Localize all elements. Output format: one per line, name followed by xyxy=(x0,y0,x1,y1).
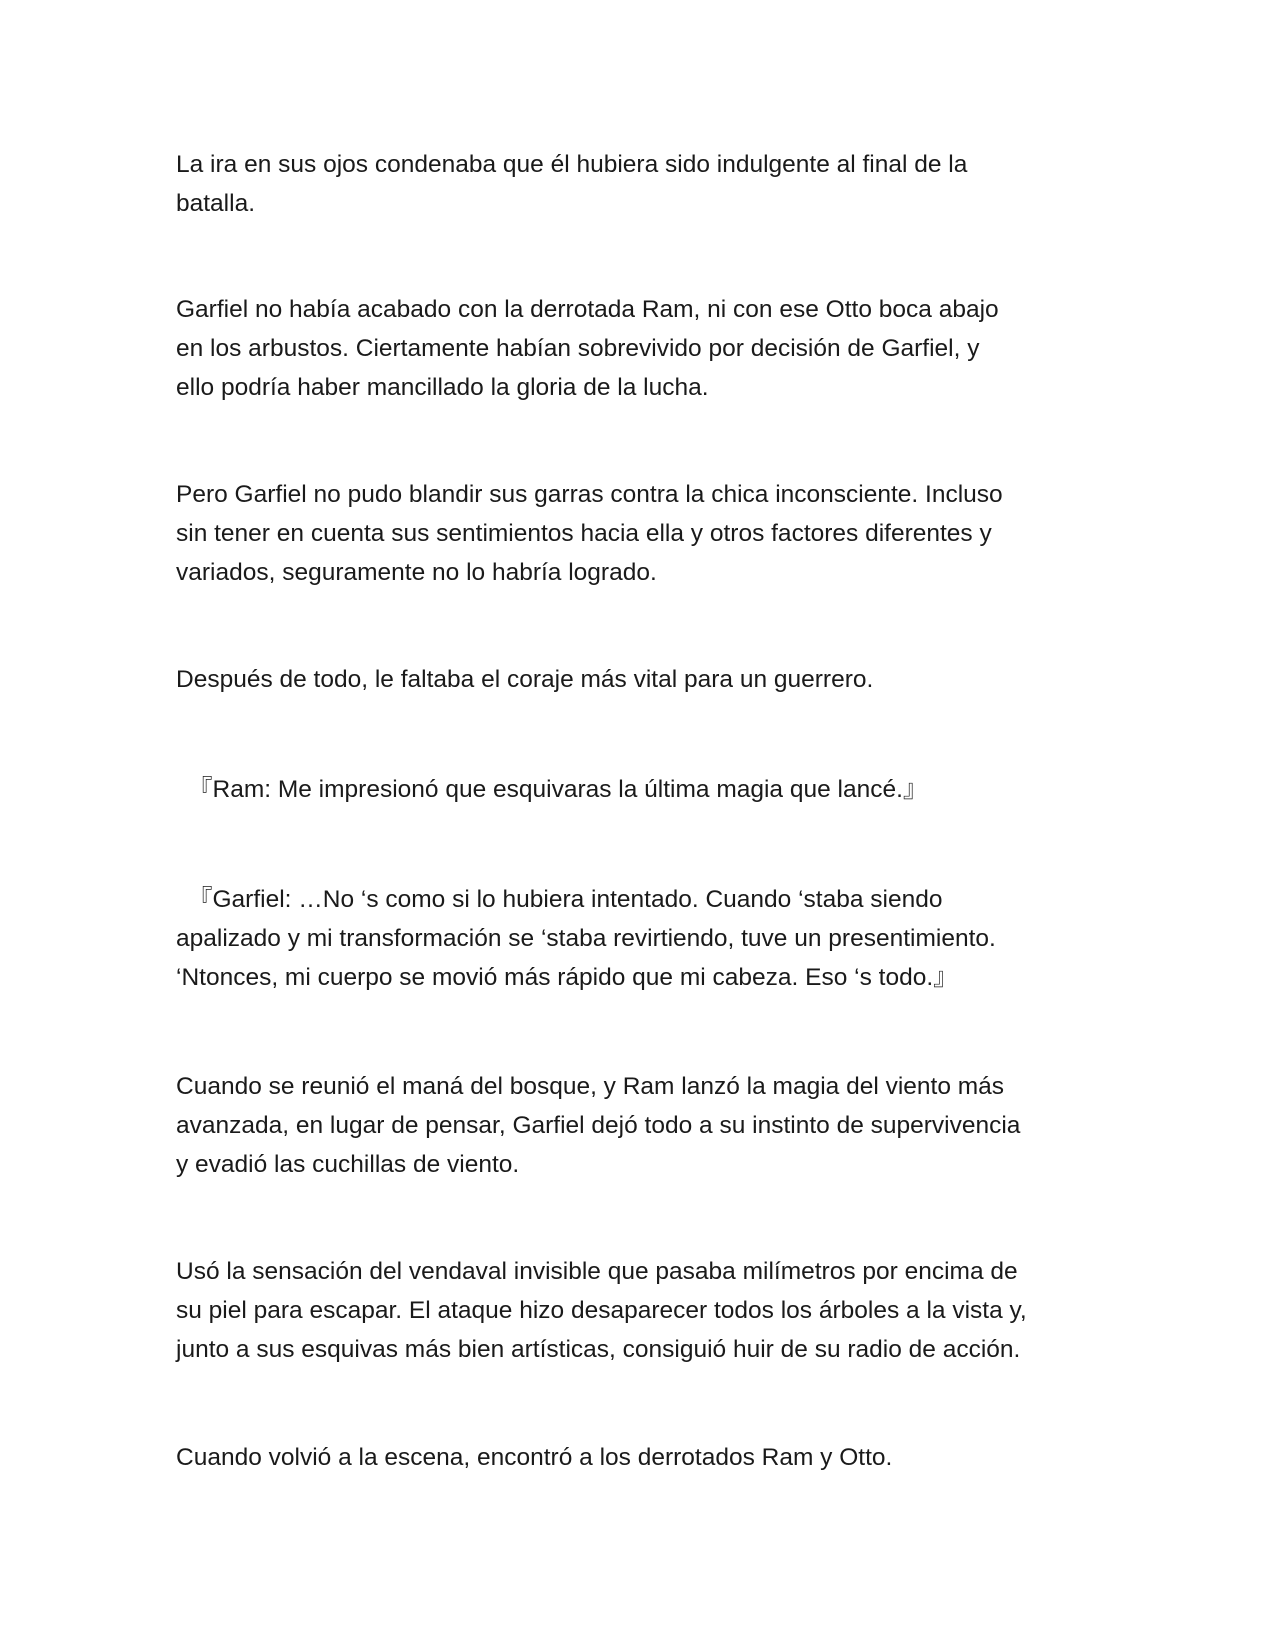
paragraph-8 xyxy=(176,1252,1106,1369)
paragraph-9 xyxy=(176,1438,1106,1477)
paragraph-4 xyxy=(176,660,1106,699)
paragraph-line: Cuando se reunió el maná del bosque, y Ram lanzó la magia del viento más xyxy=(176,1073,1005,1100)
paragraph-7 xyxy=(176,1067,1106,1184)
paragraph-line: su piel para escapar. El ataque hizo desaparecer todos los árboles a la vista y, xyxy=(176,1297,1027,1324)
paragraph-line: Cuando volvió a la escena, encontró a los derrotados Ram y Otto. xyxy=(176,1444,893,1471)
paragraph-line: y evadió las cuchillas de viento. xyxy=(176,1151,520,1178)
dialogue-line: 『Garfiel: …No ‘s como si lo hubiera intentado. Cuando ‘staba siendo xyxy=(188,886,943,913)
paragraph-line: Pero Garfiel no pudo blandir sus garras contra la chica inconsciente. Incluso xyxy=(176,481,1003,508)
paragraph-line: avanzada, en lugar de pensar, Garfiel dejó todo a su instinto de supervivencia xyxy=(176,1112,1021,1139)
paragraph-line: ello podría haber mancillado la gloria de la lucha. xyxy=(176,374,709,401)
paragraph-line: La ira en sus ojos condenaba que él hubiera sido indulgente al final de la xyxy=(176,151,968,178)
paragraph-line: Usó la sensación del vendaval invisible que pasaba milímetros por encima de xyxy=(176,1258,1018,1285)
paragraph-line: batalla. xyxy=(176,190,256,217)
paragraph-line: en los arbustos. Ciertamente habían sobrevivido por decisión de Garfiel, y xyxy=(176,335,980,362)
dialogue-garfiel xyxy=(176,880,1106,997)
paragraph-1 xyxy=(176,145,1106,223)
dialogue-line: ‘Ntonces, mi cuerpo se movió más rápido que mi cabeza. Eso ‘s todo.』 xyxy=(176,964,958,991)
paragraph-line: Garfiel no había acabado con la derrotada Ram, ni con ese Otto boca abajo xyxy=(176,296,999,323)
paragraph-3 xyxy=(176,475,1106,592)
paragraph-line: sin tener en cuenta sus sentimientos hacia ella y otros factores diferentes y xyxy=(176,520,992,547)
paragraph-2 xyxy=(176,290,1106,407)
dialogue-line: apalizado y mi transformación se ‘staba revirtiendo, tuve un presentimiento. xyxy=(176,925,996,952)
paragraph-line: junto a sus esquivas más bien artísticas, consiguió huir de su radio de acción. xyxy=(176,1336,1021,1363)
dialogue-ram xyxy=(176,770,1106,809)
dialogue-line: 『Ram: Me impresionó que esquivaras la última magia que lancé.』 xyxy=(188,776,928,803)
paragraph-line: variados, seguramente no lo habría logrado. xyxy=(176,559,657,586)
paragraph-line: Después de todo, le faltaba el coraje más vital para un guerrero. xyxy=(176,666,874,693)
